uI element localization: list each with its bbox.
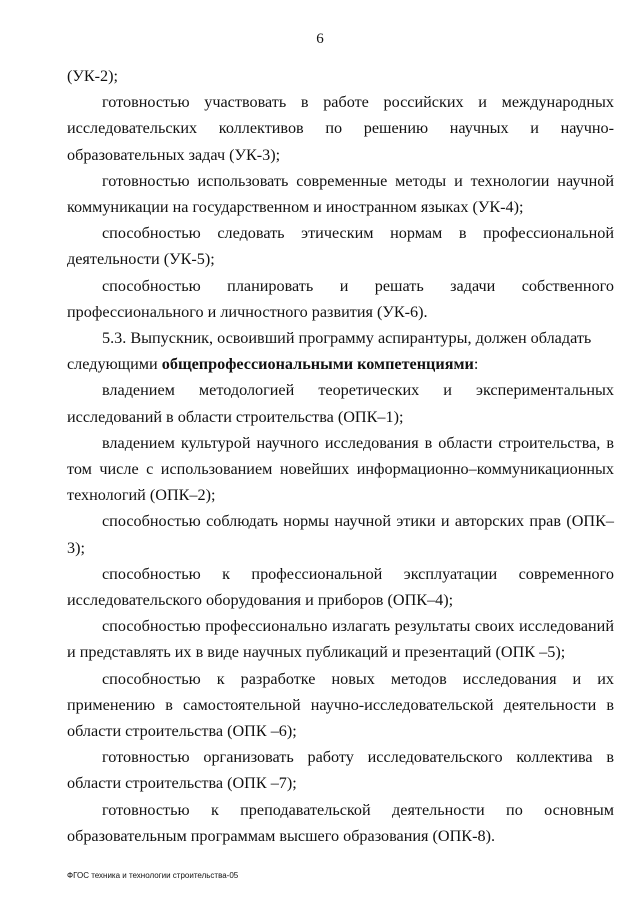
paragraph-uk4: готовностью использовать современные методы и технологии научной коммуникации на государственном и иностранном языках (УК-4);: [67, 171, 614, 217]
word: современного: [518, 564, 614, 583]
document-body: [67, 63, 614, 849]
word: способностью: [102, 564, 201, 583]
word: российских: [383, 93, 464, 112]
paragraph-section-5-3: [67, 325, 614, 377]
paragraph-line-spread: [67, 561, 614, 587]
paragraph-text: исследовательских коллективов по решению научных и научно-образовательных задач (УК-3);: [67, 119, 614, 164]
paragraph-opk5: способностью профессионально излагать результаты своих исследований и представлять их в виде научных публикаций и презентаций (ОПК –5);: [67, 617, 614, 662]
bold-term: общепрофессиональными компетенциями: [161, 355, 474, 374]
paragraph-opk4: [67, 561, 614, 613]
section-5-3-continuation: [67, 351, 614, 377]
paragraph-opk6: способностью к разработке новых методов исследования и их применению в самостоятельной научно-исследовательской деятельности в области строительства (ОПК –6);: [67, 669, 614, 741]
section-5-3-intro: 5.3. Выпускник, освоивший программу аспирантуры, должен обладать: [102, 329, 592, 348]
word: основным: [544, 800, 614, 819]
paragraph-line-spread: [67, 797, 614, 823]
word: к: [222, 564, 231, 583]
paragraph-opk8: [67, 797, 614, 849]
paragraph-uk5: способностью следовать этическим нормам в профессиональной деятельности (УК-5);: [67, 224, 614, 269]
paragraph-opk3: способностью соблюдать нормы научной этики и авторских прав (ОПК–3);: [67, 512, 614, 557]
word: и: [478, 93, 487, 112]
word: к: [210, 800, 219, 819]
paragraph-opk2: владением культурой научного исследования в области строительства, в том числе с использованием новейших информационно–коммуникационных технологий (ОПК–2);: [67, 433, 614, 505]
paragraph-text: образовательным программам высшего образования (ОПК-8).: [67, 826, 496, 845]
paragraph-line-spread: [67, 89, 614, 115]
word: профессиональной: [251, 564, 383, 583]
word: готовностью: [102, 800, 190, 819]
word: готовностью: [102, 93, 190, 112]
word: работе: [323, 93, 369, 112]
word: по: [506, 800, 523, 819]
paragraph-uk3: [67, 89, 614, 168]
paragraph-text: исследовательского оборудования и приборов (ОПК–4);: [67, 591, 454, 610]
word: эксплуатации: [403, 564, 498, 583]
page-number: 6: [316, 31, 324, 47]
paragraph-uk2-tail: (УК-2);: [67, 67, 119, 85]
text: следующими: [67, 355, 162, 374]
text: :: [473, 355, 479, 374]
word: преподавательской: [240, 800, 371, 819]
paragraph-uk6: способностью планировать и решать задачи собственного профессионального и личностного развития (УК-6).: [67, 276, 614, 321]
paragraph-opk1: владением методологией теоретических и экспериментальных исследований в области строительства (ОПК–1);: [67, 381, 614, 426]
word: деятельности: [392, 800, 485, 819]
word: в: [300, 93, 309, 112]
page-footer: ФГОС техника и технологии строительства-05: [67, 871, 239, 880]
paragraph-opk7: готовностью организовать работу исследовательского коллектива в области строительства (ОПК –7);: [67, 748, 614, 793]
word: международных: [501, 93, 614, 112]
word: участвовать: [204, 93, 287, 112]
